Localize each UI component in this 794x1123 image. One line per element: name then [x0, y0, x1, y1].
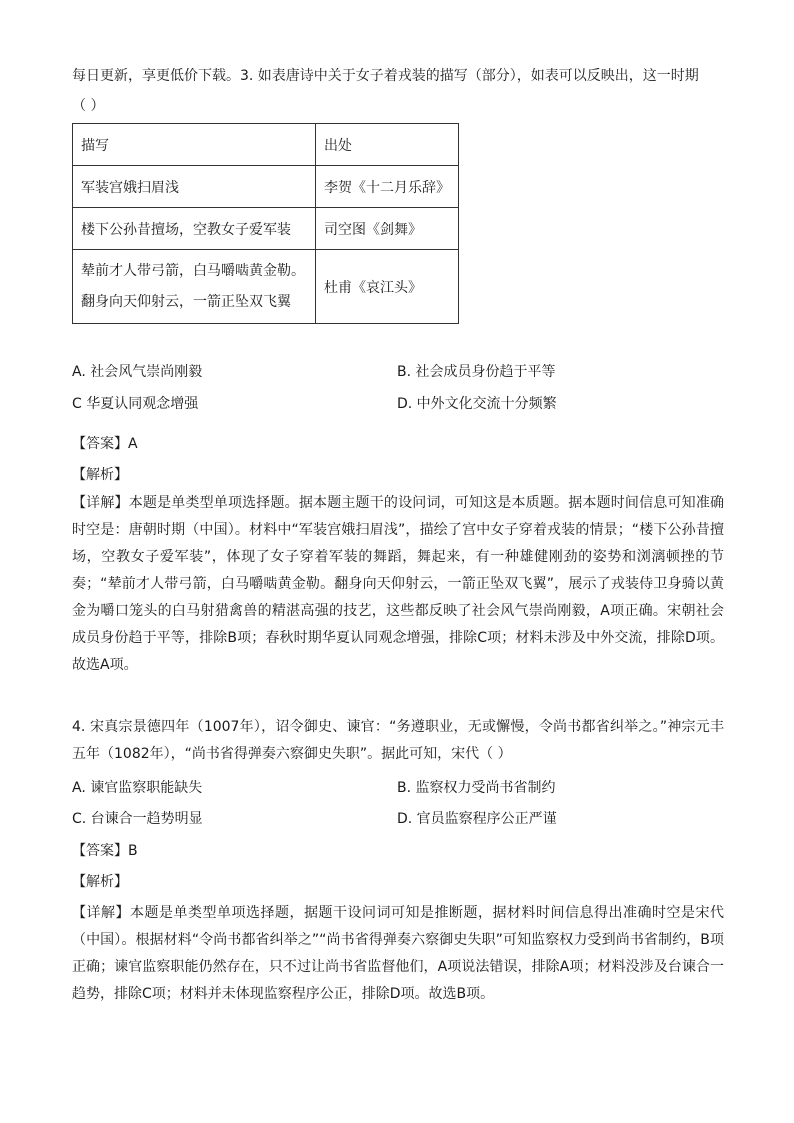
q4-option-a: A. 谏官监察职能缺失	[72, 780, 203, 796]
q3-option-a: A. 社会风气崇尚刚毅	[72, 364, 203, 380]
header-source: 出处	[316, 124, 459, 166]
q3-answer: 【答案】A	[72, 436, 138, 452]
q4-detail: 【详解】本题是单类型单项选择题，据题干设问词可知是推断题，据材料时间信息得出准确时空是宋代（中国）。根据材料“令尚书都省纠举之”“尚书省得弹奏六察御史失职”可知监察权力受到尚书省制约，B项正确；谏官监察职能仍然存在，只不过让尚书省监督他们，A项说法错误，排除A项；材料没涉及台谏合一趋势，排除C项；材料并未体现监察程序公正，排除D项。故选B项。	[72, 905, 724, 1002]
q3-option-c: C 华夏认同观念增强	[72, 396, 199, 412]
poem-table	[72, 123, 459, 324]
table-row	[73, 166, 459, 208]
row-desc	[73, 250, 316, 324]
q4-answer: 【答案】B	[72, 843, 138, 859]
row-desc-line: 翻身向天仰射云，一箭正坠双飞翼	[81, 293, 291, 310]
table-row	[73, 208, 459, 250]
q3-analysis-label: 【解析】	[72, 467, 128, 483]
q3-option-b: B. 社会成员身份趋于平等	[397, 364, 556, 380]
q4-stem: 4. 宋真宗景德四年（1007年），诏令御史、谏官：“务遵职业，无或懈慢，令尚书都省纠举之。”神宗元丰五年（1082年），“尚书省得弹奏六察御史失职”。据此可知，宋代（ ）	[72, 719, 724, 762]
q3-option-d: D. 中外文化交流十分频繁	[397, 396, 557, 412]
row-desc: 楼下公孙昔擅场，空教女子爱军装	[73, 208, 316, 250]
row-desc: 军装宫娥扫眉浅	[73, 166, 316, 208]
row-source: 杜甫《哀江头》	[316, 250, 459, 324]
q4-analysis-label: 【解析】	[72, 874, 128, 890]
row-source: 李贺《十二月乐辞》	[316, 166, 459, 208]
q3-detail: 【详解】本题是单类型单项选择题。据本题主题干的设问词，可知这是本质题。据本题时间信息可知准确时空是：唐朝时期（中国）。材料中“军装宫娥扫眉浅”，描绘了宫中女子穿着戎装的情景；“楼下公孙昔擅场，空教女子爱军装”，体现了女子穿着军装的舞蹈，舞起来，有一种雄健刚劲的姿势和浏漓顿挫的节奏；“辇前才人带弓箭，白马嚼啮黄金勒。翻身向天仰射云，一箭正坠双飞翼”，展示了戎装侍卫身骑以黄金为嚼口笼头的白马射猎禽兽的精湛高强的技艺，这些都反映了社会风气崇尚刚毅，A项正确。宋朝社会成员身份趋于平等，排除B项；春秋时期华夏认同观念增强，排除C项；材料未涉及中外交流，排除D项。故选A项。	[72, 495, 724, 673]
q4-option-b: B. 监察权力受尚书省制约	[397, 780, 556, 796]
q4-option-c: C. 台谏合一趋势明显	[72, 811, 203, 827]
row-source: 司空图《剑舞》	[316, 208, 459, 250]
table-header-row	[73, 124, 459, 166]
q3-stem-line1: 每日更新，享更低价下载。3. 如表唐诗中关于女子着戎装的描写（部分），如表可以反映出，这一时期	[72, 68, 699, 84]
q3-stem-line2: （ ）	[72, 98, 105, 114]
row-desc-line: 辇前才人带弓箭，白马嚼啮黄金勒。	[81, 262, 305, 279]
header-desc: 描写	[73, 124, 316, 166]
table-row	[73, 250, 459, 324]
q4-option-d: D. 官员监察程序公正严谨	[397, 811, 557, 827]
